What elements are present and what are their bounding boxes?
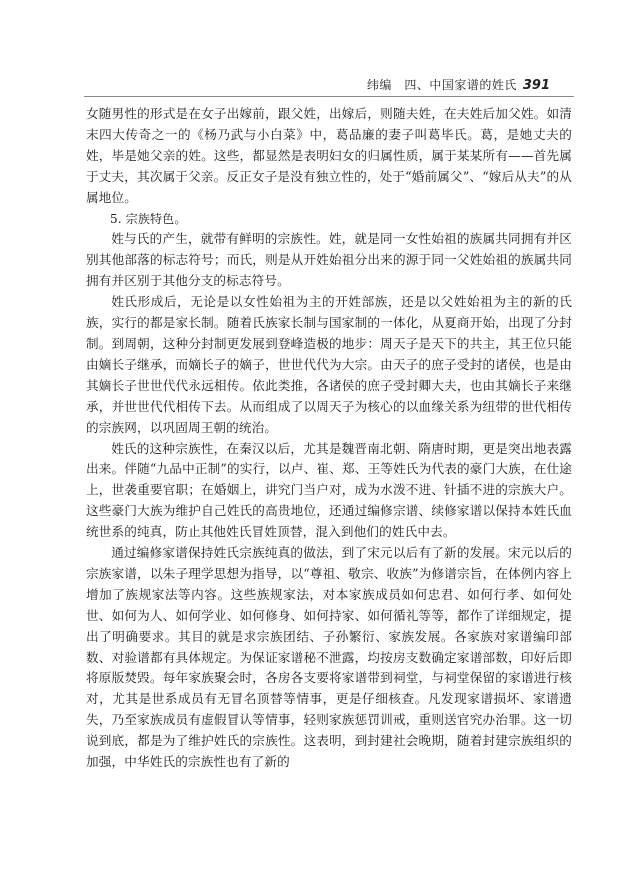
page-number: 391	[522, 78, 550, 93]
section-heading: 5. 宗族特色。	[110, 211, 187, 226]
paragraph: 姓与氏的产生，就带有鲜明的宗族性。姓，就是同一女性始祖的族属共同拥有并区别其他部落的标志符号；而氏，则是从开姓始祖分出来的源于同一父姓始祖的族属共同拥有并区别于其他分支的标志符号。	[86, 231, 572, 289]
running-header-section: 纬编 四、中国家谱的姓氏	[366, 78, 517, 92]
body-text	[86, 104, 572, 773]
paragraph: 通过编修家谱保持姓氏宗族纯真的做法，到了宋元以后有了新的发展。宋元以后的宗族家谱，以朱子理学思想为指导，以“尊祖、敬宗、收族”为修谱宗旨，在体例内容上增加了族规家法等内容。这些族规家法，对本家族成员如何忠君、如何行孝、如何处世、如何为人、如何学业、如何修身、如何持家、如何循礼等等，都作了详细规定，提出了明确要求。其目的就是求宗族团结、子孙繁衍、家族发展。各家族对家谱编印部数、对验谱都有具体规定。为保证家谱秘不泄露，均按房支数确定家谱部数，印好后即将原版焚毁。每年家族聚会时，各房各支要将家谱带到祠堂，与祠堂保留的家谱进行核对，尤其是世系成员有无冒名顶替等情事，更是仔细核查。凡发现家谱损坏、家谱遗失，乃至家族成员有虚假冒认等情事，轻则家族惩罚训戒，重则送官究办治罪。这一切说到底，都是为了维护姓氏的宗族性。这表明，到封建社会晚期，随着封建宗族组织的加强，中华姓氏的宗族性也有了新的	[86, 545, 572, 770]
paragraph: 姓氏的这种宗族性，在秦汉以后，尤其是魏晋南北朝、隋唐时期，更是突出地表露出来。伴随“九品中正制”的实行，以卢、崔、郑、王等姓氏为代表的豪门大族，在仕途上，世袭重要官职；在婚姻上，讲究门当户对，成为水泼不进、针插不进的宗族大户。这些豪门大族为维护自己姓氏的高贵地位，还通过编修宗谱、续修家谱以保持本姓氏血统世系的纯真，防止其他姓氏冒姓顶替，混入到他们的姓氏中去。	[86, 440, 572, 540]
paragraph-continued: 女随男性的形式是在女子出嫁前，跟父姓，出嫁后，则随夫姓，在夫姓后加父姓。如清末四大传奇之一的《杨乃武与小白菜》中，葛品廉的妻子叫葛毕氏。葛，是她丈夫的姓，毕是她父亲的姓。这些，都显然是表明妇女的归属性质，属于某某所有——首先属于丈夫，其次属于父亲。反正女子是没有独立性的，处于“婚前属父”、“嫁后从夫”的从属地位。	[86, 106, 572, 205]
paragraph: 姓氏形成后，无论是以女性始祖为主的开姓部族，还是以父姓始祖为主的新的氏族，实行的都是家长制。随着氏族家长制与国家制的一体化，从夏商开始，出现了分封制。到周朝，这种分封制更发展到登峰造极的地步：周天子是天下的共主，其王位只能由嫡长子继承，而嫡长子的嫡子，世世代代为大宗。由天子的庶子受封的诸侯，也是由其嫡长子世世代代永远相传。依此类推，各诸侯的庶子受封卿大夫，也由其嫡长子来继承，并世世代代相传下去。从而组成了以周天子为核心的以血缘关系为纽带的世代相传的宗族网，以巩固周王朝的统治。	[86, 294, 572, 435]
running-header	[367, 76, 550, 93]
header-rule	[84, 96, 574, 97]
